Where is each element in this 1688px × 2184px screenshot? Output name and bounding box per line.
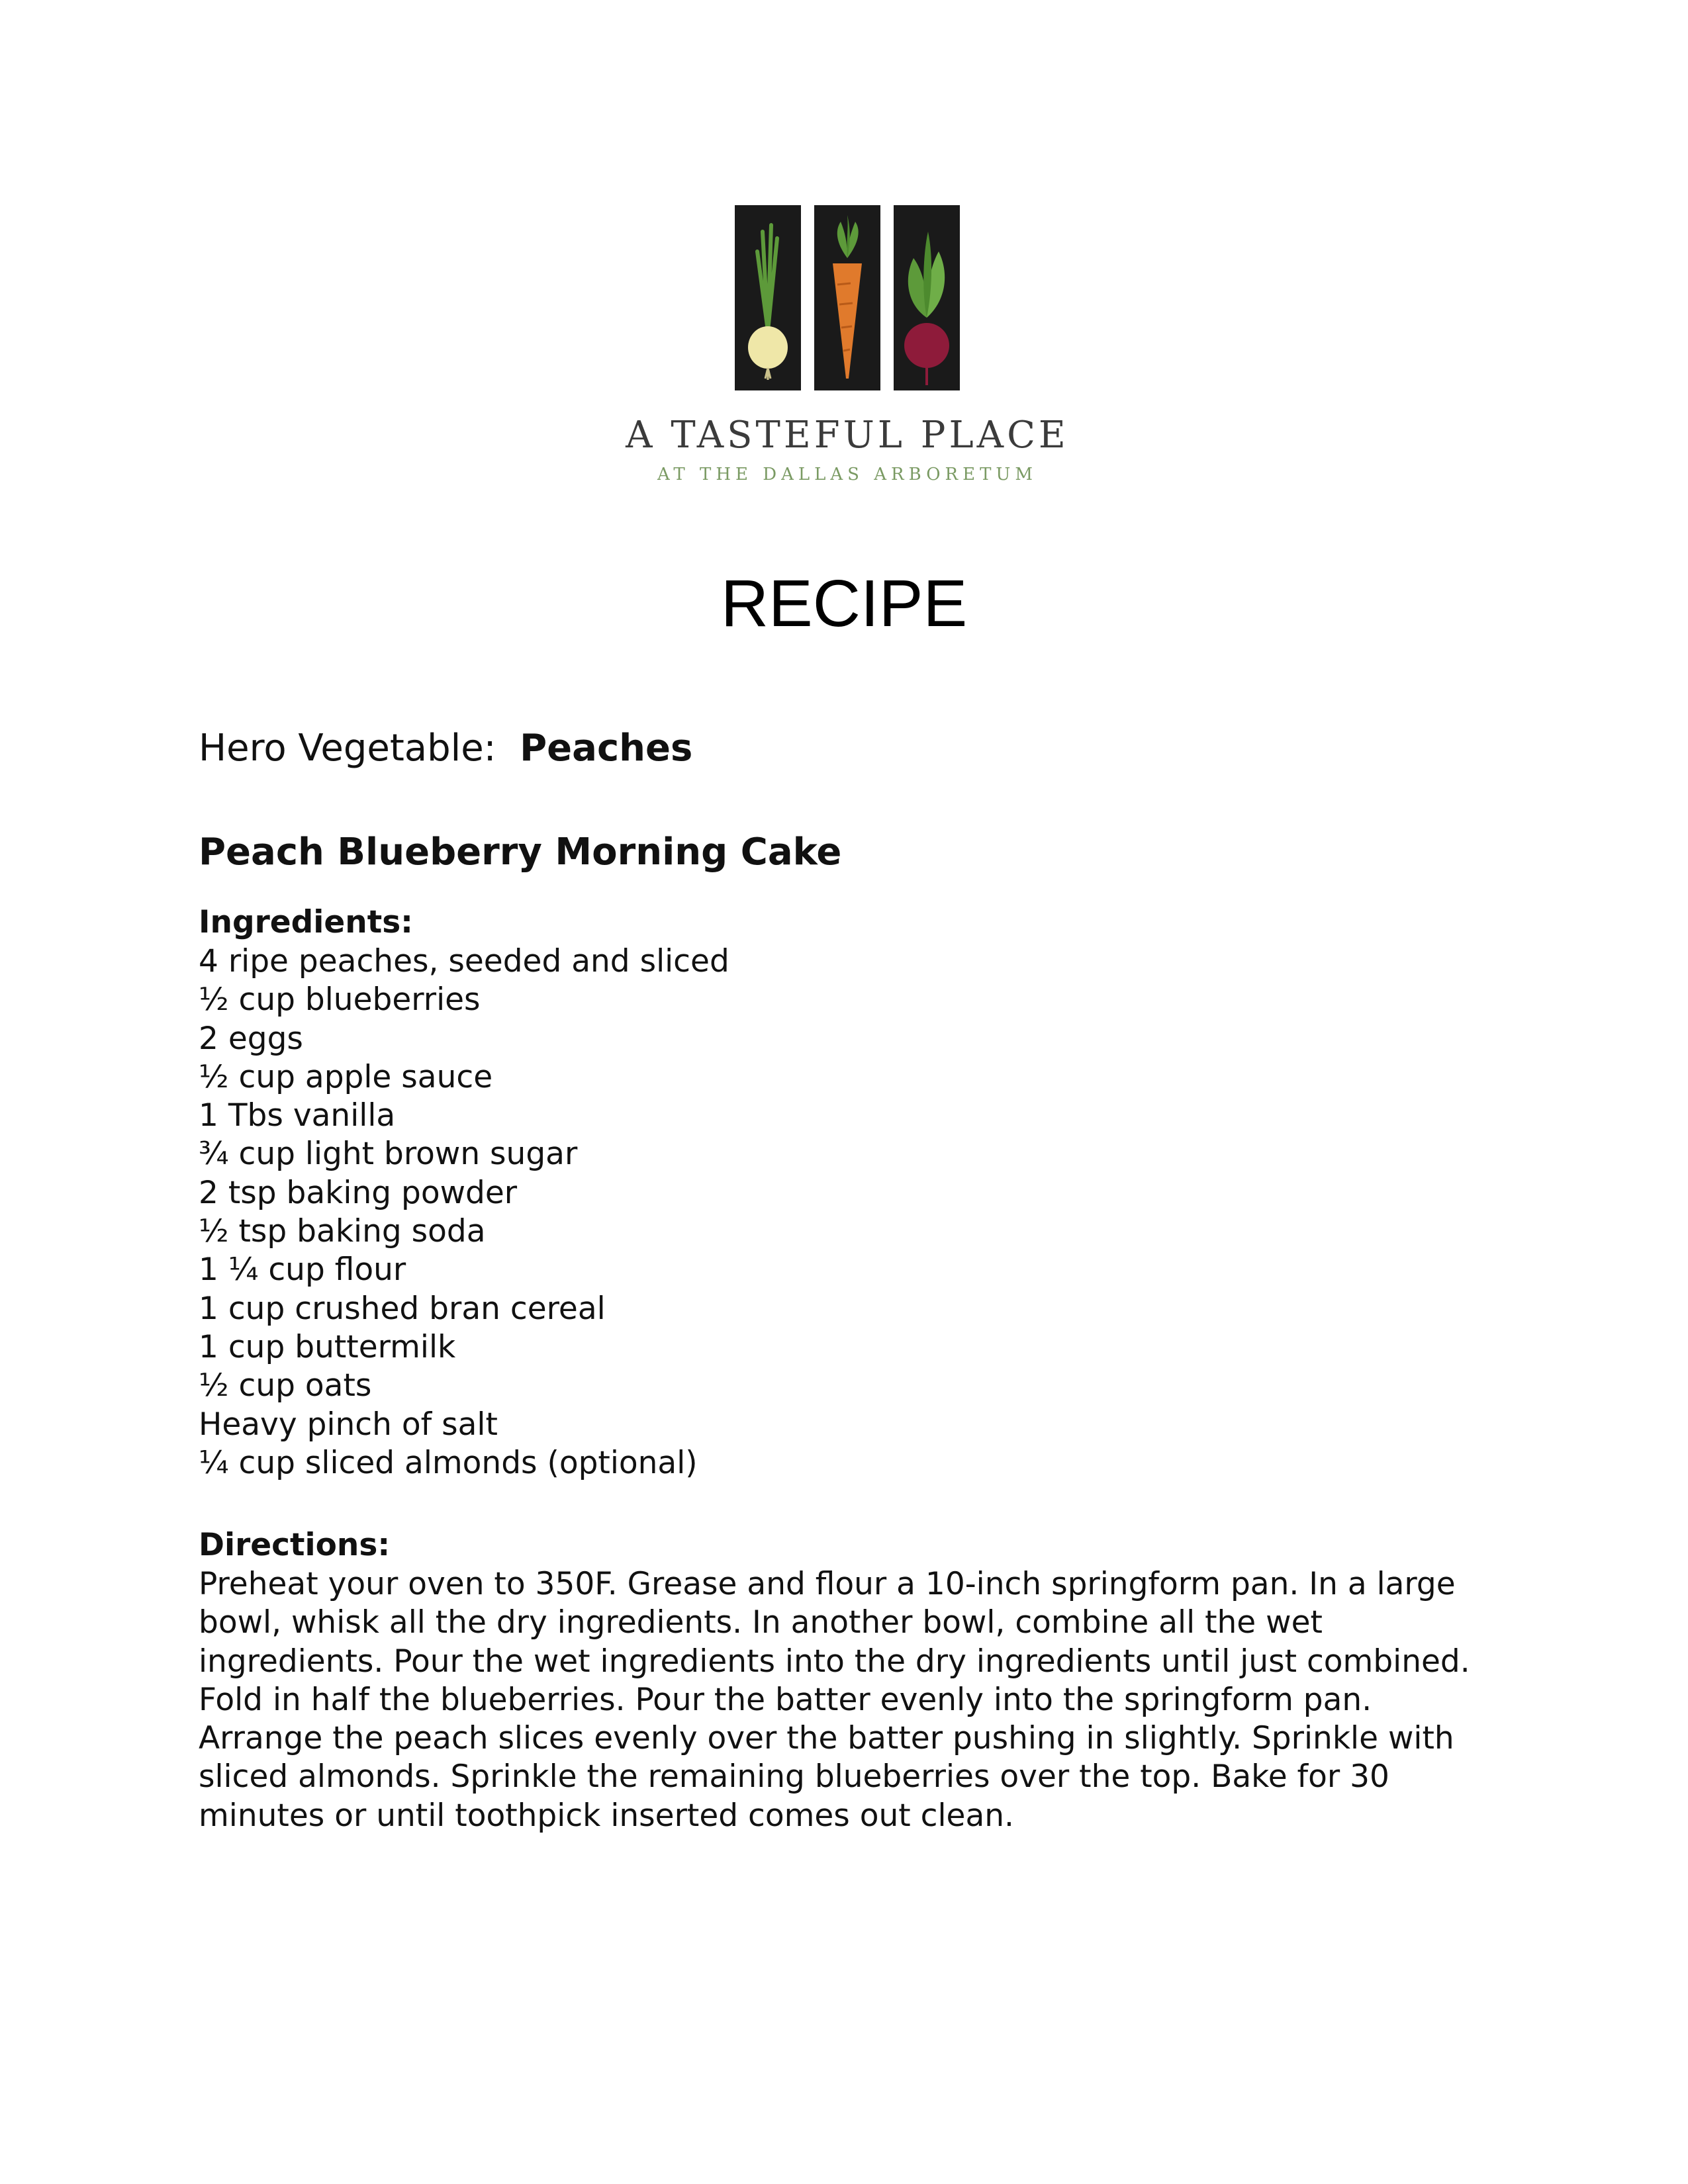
onion-icon (735, 205, 801, 390)
list-item: Heavy pinch of salt (199, 1406, 498, 1443)
list-item: 1 cup crushed bran cereal (199, 1290, 606, 1327)
carrot-icon (814, 205, 880, 390)
hero-vegetable-label: Hero Vegetable: (199, 727, 496, 770)
list-item: 2 tsp baking powder (199, 1174, 518, 1211)
hero-vegetable (199, 727, 692, 770)
ingredients-list (199, 942, 729, 1482)
list-item: ½ cup oats (199, 1367, 372, 1404)
list-item: 1 Tbs vanilla (199, 1097, 396, 1134)
logo-subtitle: AT THE DALLAS ARBORETUM (657, 465, 1037, 484)
logo-name: A TASTEFUL PLACE (626, 414, 1069, 457)
directions-heading: Directions: (199, 1527, 391, 1563)
list-item: ½ cup blueberries (199, 981, 481, 1019)
directions-text: Preheat your oven to 350F. Grease and flour a 10-inch springform pan. In a large bowl, whisk all the dry ingredients. In another bowl, combine all the wet ingredients. Pour the wet ingredients into the dry ingredients until just combined. Fold in half the blueberries. Pour the batter evenly into the springform pan. Arrange the peach slices evenly over the batter pushing in slightly. Sprinkle with sliced almonds. Sprinkle the remaining blueberries over the top. Bake for 30 minutes or until toothpick inserted comes out clean. (199, 1566, 1470, 1834)
vegetable-panels-logo-icon (735, 205, 960, 390)
ingredients-heading: Ingredients: (199, 904, 413, 940)
hero-vegetable-value: Peaches (520, 727, 693, 770)
list-item: ¾ cup light brown sugar (199, 1136, 578, 1173)
list-item: 2 eggs (199, 1020, 303, 1057)
list-item: ½ cup apple sauce (199, 1058, 493, 1095)
list-item: 1 ¼ cup flour (199, 1251, 406, 1289)
list-item: 4 ripe peaches, seeded and sliced (199, 943, 729, 979)
list-item: ¼ cup sliced almonds (optional) (199, 1444, 698, 1481)
page-title: RECIPE (720, 567, 968, 641)
beet-icon (894, 205, 960, 390)
list-item: 1 cup buttermilk (199, 1328, 456, 1365)
dish-title: Peach Blueberry Morning Cake (199, 831, 842, 874)
list-item: ½ tsp baking soda (199, 1213, 486, 1250)
logo (616, 199, 1079, 490)
